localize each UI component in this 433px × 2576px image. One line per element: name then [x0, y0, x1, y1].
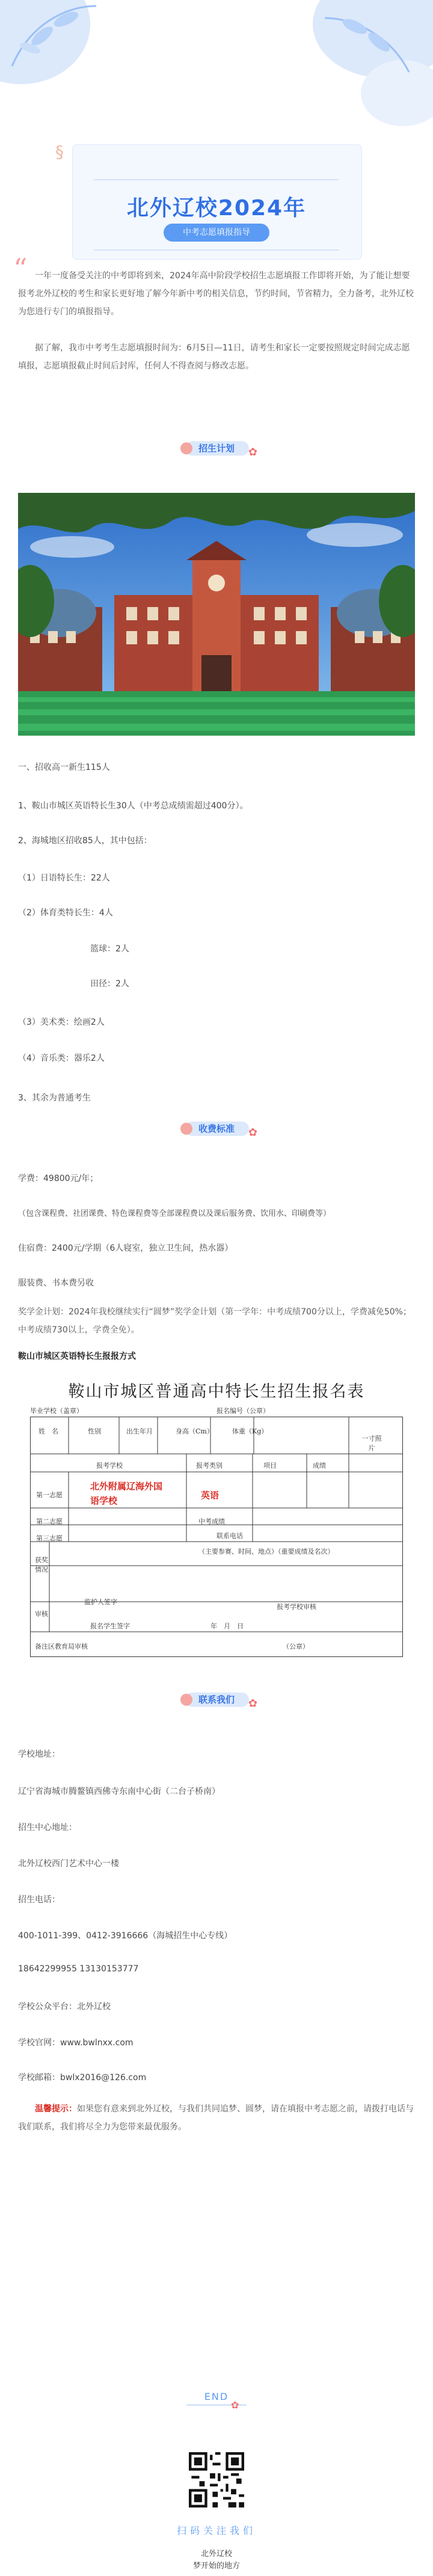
section-title: 收费标准: [198, 1123, 235, 1134]
form-title: 鞍山市城区普通高中特长生招生报名表: [68, 1382, 365, 1401]
phone-link[interactable]: 18642299955 13130153777: [18, 1964, 139, 1974]
form-label: 身高（Cm）: [176, 1427, 213, 1435]
form-label: 审核: [35, 1610, 48, 1618]
form-label: 报考学校审核: [277, 1603, 316, 1611]
plan-line: （1）日语特长生：22人: [18, 873, 110, 883]
contact-label: 招生电话：: [18, 1895, 60, 1905]
hook-icon: §: [55, 142, 64, 162]
qr-code: [189, 2452, 244, 2507]
form-label: 第一志愿: [36, 1491, 63, 1499]
end-mark: [0, 2391, 433, 2411]
form-label: 备注: [35, 1643, 48, 1650]
footer-name: 北外辽校: [200, 2550, 232, 2559]
contact-label: 学校地址：: [18, 1750, 60, 1759]
form-label: 报考类别: [196, 1462, 223, 1470]
plan-line: 3、其余为普通考生: [18, 1093, 91, 1103]
quote-mark-icon: “: [13, 252, 28, 285]
section-title: 联系我们: [198, 1694, 235, 1705]
contact-value: 北外辽校西门艺术中心一楼: [18, 1859, 119, 1869]
contact-value: 辽宁省海城市腾鳌镇西佛寺东南中心街（二台子桥南）: [18, 1787, 220, 1796]
intro-paragraph: 据了解，我市中考考生志愿填报时间为：6月5日—11日，请考生和家长一定要按照规定时间完成志愿填报，志愿填报截止时间后封库，任何人不得查阅与修改志愿。: [18, 343, 410, 371]
form-label: 监护人签字: [84, 1598, 117, 1606]
section-header-fees: [179, 1118, 257, 1140]
form-label: 成绩: [313, 1462, 326, 1470]
fee-line: 学费：49800元/年；: [18, 1174, 99, 1183]
follow-text: 扫码关注我们: [176, 2525, 256, 2536]
form-label: 第二志愿: [36, 1518, 63, 1525]
form-label: 一寸照片: [361, 1435, 382, 1452]
plan-line: 1、鞍山市城区英语特长生30人（中考总成绩需超过400分）。: [18, 801, 248, 811]
form-label: 毕业学校（盖章）: [30, 1407, 83, 1415]
form-label: 区教育局审核: [48, 1643, 88, 1650]
form-label: 报名编号（公章）: [216, 1407, 269, 1415]
form-label: （公章）: [283, 1643, 309, 1650]
flower-icon: ✿: [248, 1697, 257, 1710]
flower-icon: ✿: [248, 1126, 257, 1139]
email-link[interactable]: 学校邮箱：bwlx2016@126.com: [18, 2073, 147, 2083]
campus-photo: [18, 493, 415, 736]
form-label: 中考成绩: [198, 1518, 225, 1525]
fee-line: 服装费、书本费另收: [18, 1278, 94, 1288]
plan-line: （2）体育类特长生：4人: [18, 908, 113, 918]
plan-line: 田径：2人: [90, 979, 129, 989]
divider: [94, 179, 339, 180]
flower-icon: ✿: [248, 446, 257, 459]
plan-line: 2、海城地区招收85人，其中包括：: [18, 836, 152, 846]
page-title: 北外辽校2024年: [126, 196, 307, 221]
fee-line: 住宿费：2400元/学期（6人寝室，独立卫生间，热水器）: [18, 1244, 233, 1253]
tip-text: 如果您有意来到北外辽校，与我们共同追梦、圆梦，请在填报中考志愿之前，请拨打电话与我们联系，我们将尽全力为您带来最优服务。: [18, 2104, 414, 2132]
registration-form-image: [18, 1373, 415, 1667]
intro-paragraph: 一年一度备受关注的中考即将到来，2024年高中阶段学校招生志愿填报工作即将开始，为了能让想要报考北外辽校的考生和家长更好地了解今年新中考的相关信息，节约时间，节省精力，全力备考，北外辽校为您进行专门的填报指导。: [18, 271, 414, 317]
phone-link[interactable]: 400-1011-399、0412-3916666（海城招生中心专线）: [18, 1931, 233, 1941]
form-label: 报名学生签字: [90, 1622, 130, 1630]
footer-slogan: 梦开始的地方: [192, 2562, 240, 2571]
contact-label: 招生中心地址：: [18, 1823, 77, 1833]
form-label: 第三志愿: [36, 1534, 63, 1542]
fee-line: （包含课程费、社团课费、特色课程费等全部课程费以及课后服务费、饮用水、印刷费等）: [18, 1209, 331, 1218]
section-header-plan: [179, 438, 257, 459]
leaf-decor-icon: [319, 6, 415, 78]
end-label: END: [204, 2391, 229, 2402]
tip-label: 温馨提示：: [35, 2104, 77, 2114]
fee-paragraph: 奖学金计划：2024年我校继续实行“圆梦”奖学金计划（第一学年：中考成绩700分以上，学费减免50%；中考成绩730以上，学费全免）。: [18, 1307, 411, 1335]
handwritten-subject: 英语: [201, 1490, 220, 1501]
divider: [94, 249, 339, 251]
form-label: 出生年月: [126, 1427, 153, 1435]
method-title: 鞍山市城区英语特长生报报方式: [18, 1352, 136, 1361]
leaf-decor-icon: [6, 0, 102, 72]
website-link[interactable]: 学校官网：www.bwlnxx.com: [18, 2038, 134, 2048]
plan-line: 篮球：2人: [90, 944, 129, 954]
contact-value: 学校公众平台：北外辽校: [18, 2002, 111, 2012]
form-label: 获奖情况: [35, 1556, 48, 1573]
section-header-contact: [179, 1689, 257, 1711]
page-subtitle: 中考志愿填报指导: [164, 224, 269, 242]
plan-line: （4）音乐类：器乐2人: [18, 1054, 105, 1063]
form-label: 联系电话: [216, 1532, 243, 1540]
form-label: 性别: [88, 1427, 101, 1435]
form-label: 报考学校: [96, 1462, 123, 1470]
plan-line: 一、招收高一新生115人: [18, 763, 110, 772]
form-label: 姓 名: [38, 1427, 58, 1435]
form-label: 年 月 日: [210, 1622, 244, 1630]
form-label: 项目: [263, 1462, 277, 1470]
form-label: （主要参赛、时间、地点）（重要成绩及名次）: [198, 1548, 334, 1555]
section-title: 招生计划: [198, 443, 235, 454]
plan-line: （3）美术类：绘画2人: [18, 1018, 105, 1027]
form-label: 体重（Kg）: [232, 1427, 268, 1435]
tip-paragraph: [18, 2100, 415, 2136]
handwritten-school: 北外附属辽海外国语学校: [90, 1481, 163, 1506]
flower-icon: ✿: [231, 2399, 239, 2411]
